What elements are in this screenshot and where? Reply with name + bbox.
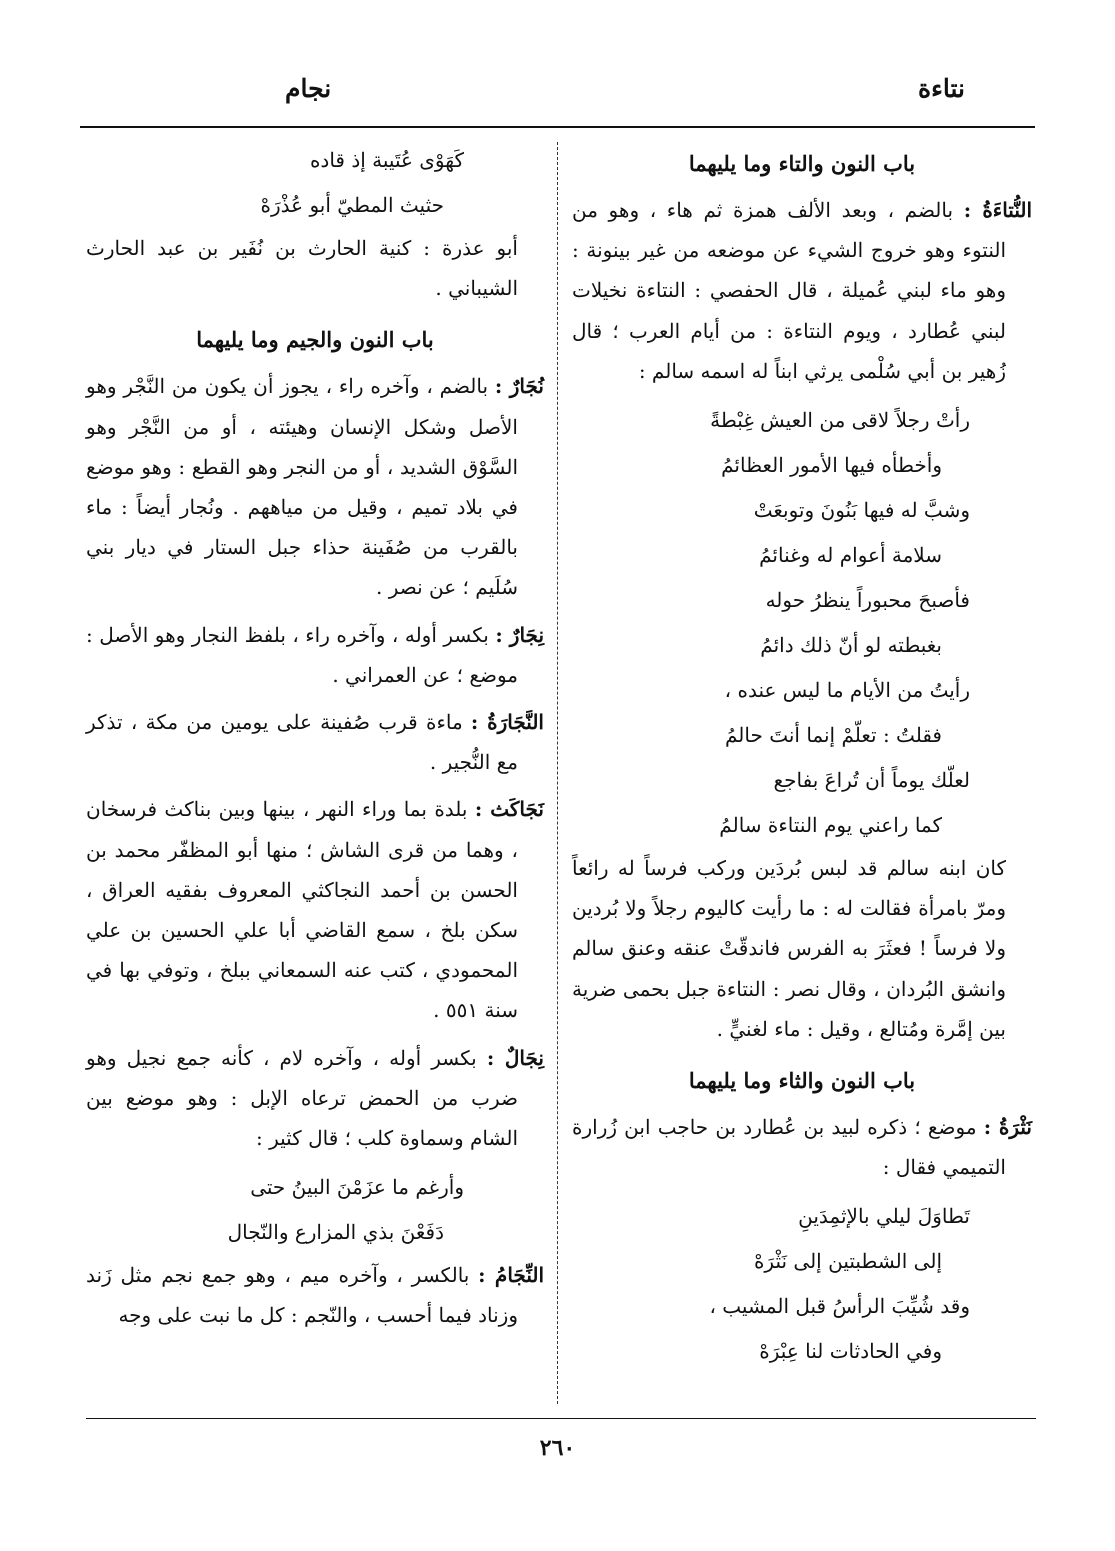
- hemistich: حثيث المطيّ أبو عُذْرَهْ: [260, 193, 444, 217]
- dictionary-entry: [86, 789, 544, 1030]
- dictionary-entry: [86, 1038, 544, 1159]
- hemistich: وأخطأه فيها الأمور العظائمُ: [721, 453, 942, 478]
- entry-text: بالضم ، وآخره راء ، يجوز أن يكون من النَّجْر وهو الأصل وشكل الإنسان وهيئته ، أو من النَّجْر وهو السَّوْق الشديد ، أو من النجر وهو القطع : وهو موضع في بلاد تميم ، وقيل من مياههم . ونُجار أيضاً : ماء بالقرب من صُفَينة حذاء جبل الستار في ديار بني سُلَيم ؛ عن نصر .: [86, 374, 518, 600]
- hemistich: تَطاوَلَ ليلي بالإثمِدَينِ: [798, 1204, 970, 1229]
- poem: [86, 1165, 544, 1255]
- hemistich: رأيتُ من الأيام ما ليس عنده ،: [724, 678, 970, 703]
- poem: [572, 1194, 1032, 1374]
- dictionary-entry: [572, 190, 1032, 391]
- verse-line: [624, 1194, 970, 1239]
- section-title: باب النون والتاء وما يليهما: [688, 151, 916, 176]
- dictionary-entry: [86, 615, 544, 695]
- verse-line: [624, 488, 970, 533]
- verse-line: [624, 1284, 970, 1329]
- hemistich: فقلتُ : تعلّمْ إنما أنتَ حالمُ: [724, 723, 942, 748]
- entry-headword: نِجَارٌ :: [495, 622, 545, 647]
- dictionary-entry: [86, 366, 544, 607]
- verse-line: [624, 578, 970, 623]
- verse-line: [650, 623, 942, 668]
- hemistich: سلامة أعوام له وغنائمُ: [759, 543, 942, 568]
- dictionary-entry: [86, 702, 544, 782]
- hemistich: فأصبحَ محبوراً ينظرُ حوله: [765, 588, 970, 613]
- running-head-left: نجام: [285, 74, 332, 103]
- hemistich: كَهَوْى عُتَيبة إذ قاده: [309, 148, 464, 172]
- hemistich: بغبطته لو أنّ ذلك دائمُ: [760, 633, 942, 658]
- entry-headword: النِّجَامُ :: [478, 1263, 545, 1288]
- verse-line: [156, 138, 464, 183]
- entry-headword: نَجَاكَث :: [474, 797, 544, 822]
- entry-text: بكسر أوله ، وآخره لام ، كأنه جمع نجيل وهو ضرب من الحمض ترعاه الإبل : وهو موضع بين الشام وسماوة كلب ؛ قال كثير :: [86, 1045, 518, 1151]
- dictionary-entry: [86, 1255, 544, 1335]
- hemistich: إلى الشطبتين إلى نَثْرَهْ: [753, 1249, 942, 1274]
- entry-text: ماءة قرب صُفينة على يومين من مكة ، تذكر مع النُّجير .: [86, 710, 518, 775]
- verse-line: [650, 533, 942, 578]
- footer-rule: [86, 1418, 1036, 1419]
- entry-headword: نِجَالٌ :: [486, 1045, 545, 1070]
- entry-headword: النُّتاءَةُ :: [963, 198, 1033, 222]
- hemistich: دَفَعْنَ بذي المزارع والنّجال: [227, 1220, 444, 1245]
- hemistich: وفي الحادثات لنا عِبْرَهْ: [759, 1339, 942, 1364]
- verse-line: [624, 758, 970, 803]
- hemistich: لعلّك يوماً أن تُراعَ بفاجع: [773, 768, 970, 793]
- verse-line: [156, 1165, 464, 1210]
- poem: [572, 398, 1032, 848]
- entry-text: بالكسر ، وآخره ميم ، وهو جمع نجم مثل زَند وزناد فيما أحسب ، والنّجم : كل ما نبت على وجه: [86, 1263, 518, 1328]
- verse-line: [624, 398, 970, 443]
- verse-line: [650, 443, 942, 488]
- entry-text: موضع ؛ ذكره لبيد بن عُطارد بن حاجب ابن زُرارة التميمي فقال :: [572, 1115, 1006, 1180]
- hemistich: وأرغم ما عزَمْنَ البينُ حتى: [250, 1175, 464, 1200]
- header-rule: [80, 126, 1035, 128]
- entry-headword: نَثْرَةُ :: [983, 1115, 1032, 1140]
- left-column: [86, 138, 544, 1343]
- verse-line: [650, 713, 942, 758]
- section-title: باب النون والثاء وما يليهما: [688, 1068, 916, 1094]
- hemistich: كما راعني يوم النتاءة سالمُ: [719, 813, 942, 838]
- hemistich: وقد شُيِّبَ الرأسُ قبل المشيب ،: [709, 1294, 970, 1319]
- hemistich: وشبَّ له فيها بَنُونَ وتوبعَتْ: [753, 498, 970, 523]
- page-number: ٢٦٠: [539, 1435, 576, 1461]
- paragraph: كان ابنه سالم قد لبس بُردَين وركب فرساً له رائعاً ومرّ بامرأة فقالت له : ما رأيت كاليوم رجلاً ولا بُردين ولا فرساً ! فعثَرَ به الفرس فاندقّتْ عنقه وعنق سالم وانشق البُردان ، وقال نصر : النتاءة جبل بحمى ضرية بين إمَّرة ومُتالع ، وقيل : ماء لغنيٍّ .: [572, 856, 1006, 1041]
- column-divider: [557, 142, 558, 1404]
- verse-line: [172, 183, 444, 228]
- entry-text: بكسر أوله ، وآخره راء ، بلفظ النجار وهو الأصل : موضع ؛ عن العمراني .: [86, 622, 518, 687]
- poem: [86, 138, 544, 228]
- verse-line: [624, 668, 970, 713]
- verse-line: [650, 1329, 942, 1374]
- entry-text: بلدة بما وراء النهر ، بينها وبين بناكث فرسخان ، وهما من قرى الشاش ؛ منها أبو المظفّر محمد بن الحسن بن أحمد النجاكثي المعروف بفقيه العراق ، سكن بلخ ، سمع القاضي أبا علي الحسين بن علي المحمودي ، كتب عنه السمعاني ببلخ ، وتوفي بها في سنة ٥٥١ .: [86, 797, 518, 1023]
- section-title: باب النون والجيم وما يليهما: [196, 327, 434, 353]
- paragraph: أبو عذرة : كنية الحارث بن نُفَير بن عبد الحارث الشيباني .: [86, 236, 518, 301]
- verse-line: [650, 803, 942, 848]
- entry-text: بالضم ، وبعد الألف همزة ثم هاء ، وهو من النتوء وهو خروج الشيء عن موضعه من غير بينونة : وهو ماء لبني عُميلة ، قال الحفصي : النتاءة نخيلات لبني عُطارد ، ويوم النتاءة : من أيام العرب ؛ قال زُهير بن أبي سُلْمى يرثي ابناً له اسمه سالم :: [572, 198, 1006, 383]
- right-column: [572, 138, 1032, 1374]
- running-head-right: نتاءة: [918, 74, 965, 103]
- entry-headword: نُجَارٌ :: [494, 374, 544, 399]
- verse-line: [172, 1210, 444, 1255]
- verse-line: [650, 1239, 942, 1284]
- hemistich: رأتْ رجلاً لاقى من العيش غِبْطةً: [710, 408, 970, 433]
- dictionary-entry: [572, 1107, 1032, 1187]
- entry-headword: النَّجَارَةُ :: [470, 710, 544, 735]
